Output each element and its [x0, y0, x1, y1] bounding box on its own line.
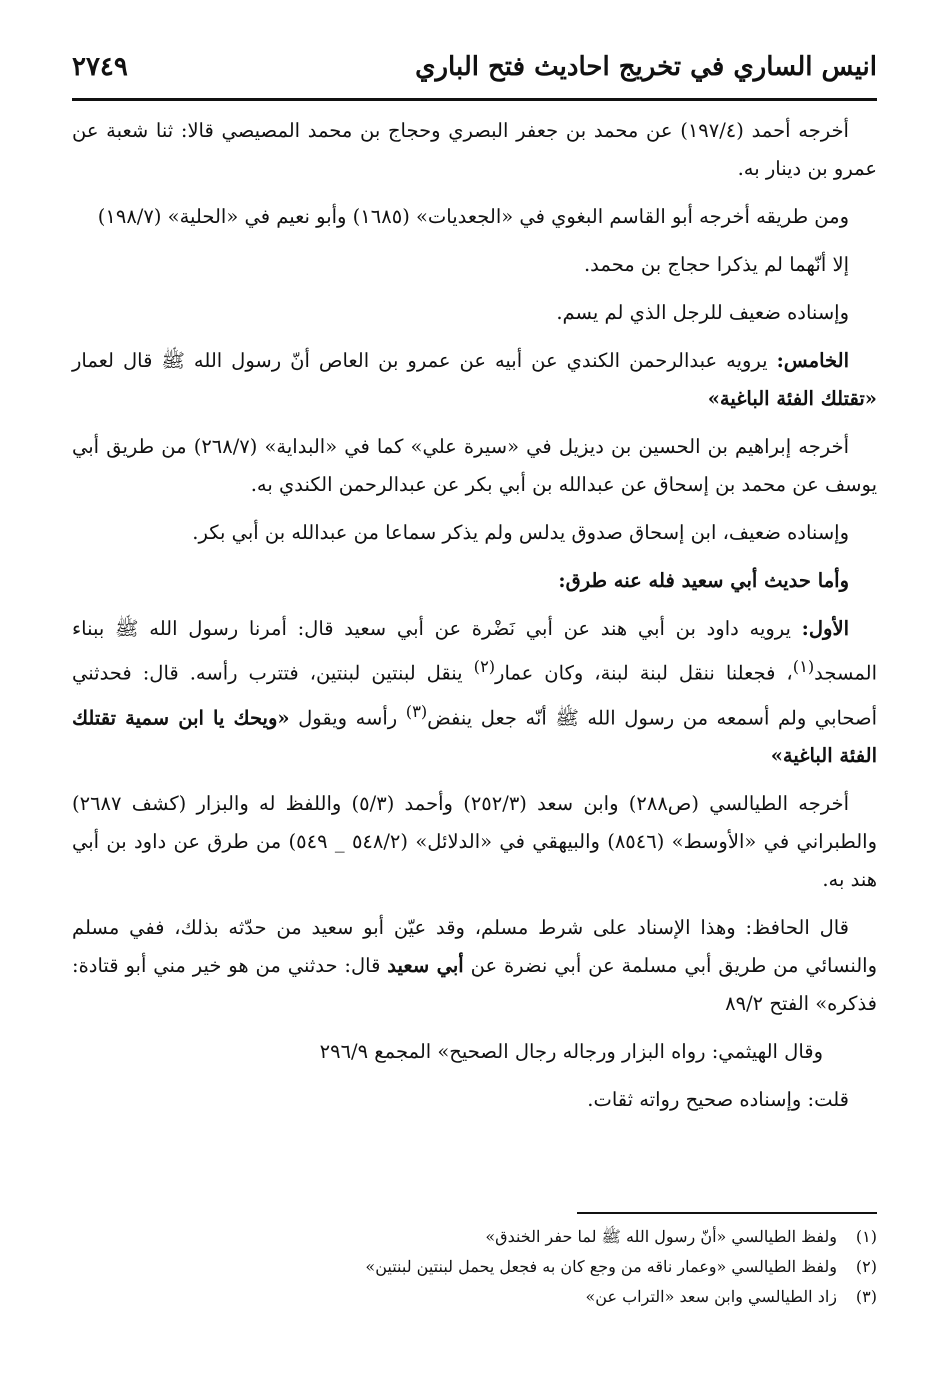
paragraph-5 [72, 342, 877, 418]
paragraph-9 [72, 610, 877, 775]
footnote-ref-3: (٣) [405, 701, 428, 721]
paragraph-5-text: يرويه عبدالرحمن الكندي عن أبيه عن عمرو بن العاص أنّ رسول الله ﷺ قال لعمار [72, 349, 777, 372]
section-label-fifth: الخامس: [776, 349, 849, 372]
footnote-item [72, 1252, 877, 1282]
paragraph-2: ومن طريقه أخرجه أبو القاسم البغوي في «الجعديات» (١٦٨٥) وأبو نعيم في «الحلية» (١٩٨/٧) [97, 205, 849, 228]
paragraph-3: إلا أنّهما لم يذكرا حجاج بن محمد. [583, 253, 849, 276]
page-header [72, 46, 877, 101]
narrator-name: أبي سعيد [387, 954, 464, 977]
hadith-quote: «ويحك يا ابن سمية تقتلك الفئة الباغية» [72, 706, 877, 767]
paragraph-10: أخرجه الطيالسي (ص٢٨٨) وابن سعد (٢٥٢/٣) وأحمد (٥/٣) واللفظ له والبزار (كشف ٢٦٨٧) والطبراني في «الأوسط» (٨٥٤٦) والبيهقي في «الدلائل» (٥٤٨/٢ _ ٥٤٩) من طرق عن داود بن أبي هند به. [72, 792, 877, 891]
paragraph-11 [72, 909, 877, 1023]
paragraph-11-text-a: قال الحافظ: وهذا الإسناد على شرط مسلم، وقد عيّن أبو سعيد من حدّثه بذلك، ففي مسلم والنسائي من طريق أبي مسلمة عن أبي نضرة عن [72, 916, 878, 977]
footnote-number: (١) [855, 1227, 877, 1246]
paragraph-12: وقال الهيثمي: رواه البزار ورجاله رجال الصحيح» المجمع ٢٩٦/٩ [319, 1040, 823, 1063]
footnote-text: ولفظ الطيالسي «أنّ رسول الله ﷺ لما حفر الخندق» [485, 1227, 837, 1246]
footnote-item [72, 1282, 877, 1312]
paragraph-9-text-c: ينقل لبنتين لبنتين، فتترب رأسه. قال: فحدثني أصحابي ولم أسمعه من رسول الله ﷺ أنّه جعل ينفض [72, 661, 877, 729]
paragraph-9-text-d: رأسه ويقول [289, 706, 406, 729]
paragraph-13: قلت: وإسناده صحيح رواته ثقات. [587, 1088, 849, 1111]
footnote-text: ولفظ الطيالسي «وعمار ناقه من وجع كان به فجعل يحمل لبنتين لبنتين» [365, 1257, 837, 1276]
footnote-ref-1: (١) [792, 657, 815, 676]
footnote-item [72, 1222, 877, 1252]
paragraph-11-text-b: قال: حدثني من هو خير مني أبو قتادة: فذكره» الفتح ٨٩/٢ [72, 954, 877, 1015]
main-text [72, 112, 877, 1129]
footnote-divider [577, 1212, 877, 1214]
book-title: انيس الساري في تخريج احاديث فتح الباري [415, 52, 877, 82]
paragraph-4: وإسناده ضعيف للرجل الذي لم يسم. [556, 301, 849, 324]
paragraph-1: أخرجه أحمد (١٩٧/٤) عن محمد بن جعفر البصري وحجاج بن محمد المصيصي قالا: ثنا شعبة عن عمرو بن دينار به. [72, 119, 877, 180]
paragraph-6: أخرجه إبراهيم بن الحسين بن ديزيل في «سيرة علي» كما في «البداية» (٢٦٨/٧) من طريق أبي يوسف عن محمد بن إسحاق عن عبدالله بن أبي بكر عن عبدالرحمن الكندي به. [72, 435, 877, 496]
page-number: ٢٧٤٩ [72, 52, 128, 82]
paragraph-9-text-a: يرويه داود بن أبي هند عن أبي نَضْرة عن أبي سعيد قال: أمرنا رسول الله ﷺ ببناء المسجد [72, 617, 878, 685]
footnote-ref-2: (٢) [473, 657, 496, 676]
section-heading-text: وأما حديث أبي سعيد فله عنه طرق: [558, 569, 849, 592]
paragraph-7: وإسناده ضعيف، ابن إسحاق صدوق يدلس ولم يذكر سماعا من عبدالله بن أبي بكر. [192, 521, 849, 544]
footnote-number: (٢) [855, 1257, 877, 1276]
footnote-text: زاد الطيالسي وابن سعد «التراب عن» [585, 1287, 837, 1306]
footnotes [72, 1212, 877, 1312]
section-label-first: الأول: [801, 617, 849, 640]
paragraph-9-text-b: ، فجعلنا ننقل لبنة لبنة، وكان عمار [495, 661, 793, 685]
section-heading [72, 562, 877, 600]
footnote-number: (٣) [855, 1287, 877, 1306]
hadith-quote: «تقتلك الفئة الباغية» [707, 387, 877, 410]
